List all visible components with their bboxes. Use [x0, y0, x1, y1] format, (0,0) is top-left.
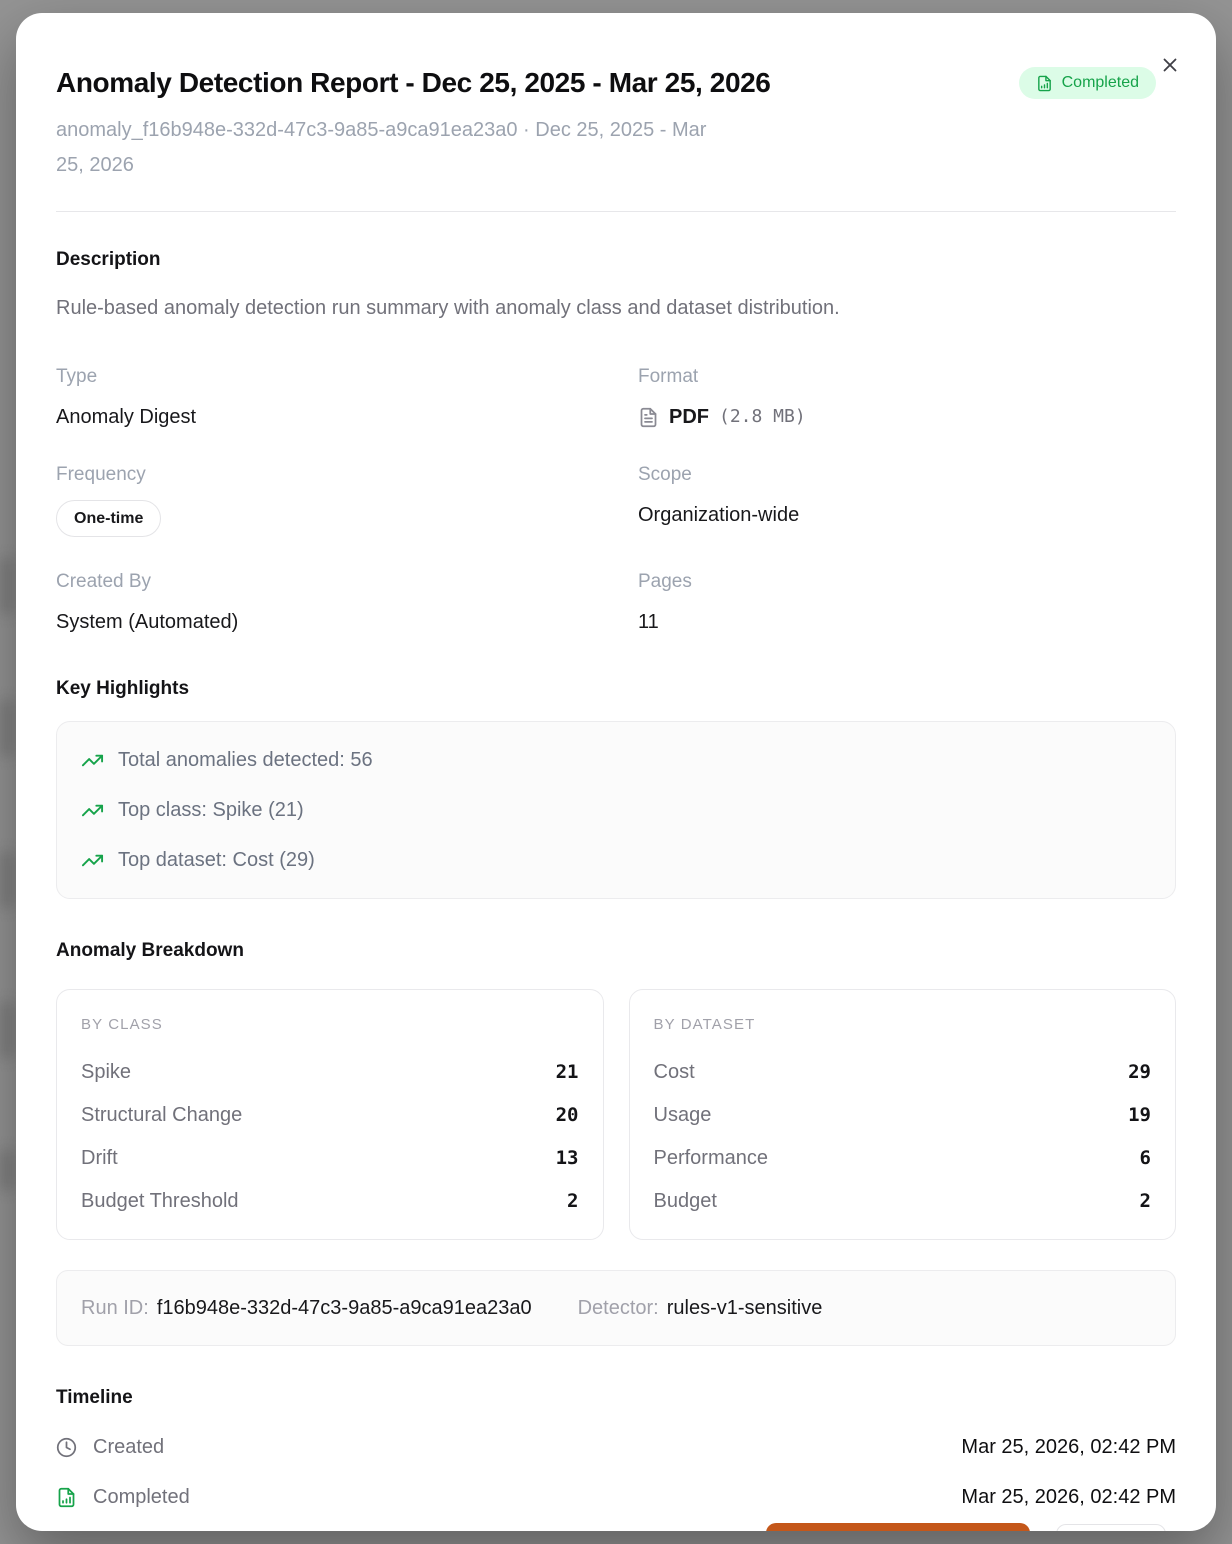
field-pages-label: Pages	[638, 571, 692, 592]
table-row	[654, 1103, 1152, 1127]
timeline-event-value: Mar 25, 2026, 02:42 PM	[961, 1485, 1176, 1508]
header-divider	[56, 211, 1176, 212]
by-dataset-card	[629, 989, 1177, 1240]
table-row	[81, 1060, 579, 1084]
file-chart-icon	[1036, 75, 1053, 92]
row-value: 13	[555, 1147, 579, 1169]
highlight-text: Top dataset: Cost (29)	[118, 849, 315, 871]
file-text-icon	[638, 407, 659, 428]
row-value: 2	[1139, 1190, 1151, 1212]
modal-header	[56, 63, 1176, 183]
field-created-by	[56, 571, 638, 635]
highlight-item	[81, 798, 1151, 822]
timeline-event-value: Mar 25, 2026, 02:42 PM	[961, 1435, 1176, 1458]
field-frequency-label: Frequency	[56, 464, 146, 485]
by-dataset-card-title: BY DATASET	[653, 1016, 756, 1033]
highlight-text: Total anomalies detected: 56	[118, 749, 373, 771]
detector-label: Detector:	[577, 1297, 659, 1319]
status-badge	[1019, 67, 1156, 99]
description-text: Rule-based anomaly detection run summary with anomaly class and dataset distribution.	[56, 297, 840, 319]
table-row	[81, 1146, 579, 1170]
field-type	[56, 366, 638, 430]
row-label: Usage	[653, 1104, 712, 1126]
field-scope	[638, 464, 1176, 537]
breakdown-cards	[56, 989, 1176, 1240]
timeline-rows	[56, 1422, 1176, 1522]
timeline-row-left	[56, 1436, 164, 1459]
row-label: Spike	[81, 1061, 132, 1083]
table-row	[654, 1060, 1152, 1084]
background-content-smudge	[0, 1002, 14, 1058]
background-content-smudge	[0, 700, 14, 756]
by-dataset-rows	[654, 1060, 1152, 1213]
highlight-text: Top class: Spike (21)	[118, 799, 304, 821]
row-value: 19	[1128, 1104, 1151, 1126]
detector-value: rules-v1-sensitive	[666, 1297, 823, 1319]
timeline-heading: Timeline	[56, 1387, 133, 1408]
field-scope-label: Scope	[638, 464, 692, 485]
background-content-smudge	[0, 852, 14, 908]
key-highlights-box	[56, 721, 1176, 899]
by-class-rows	[81, 1060, 579, 1213]
key-highlights-heading: Key Highlights	[56, 678, 190, 699]
run-id-value: f16b948e-332d-47c3-9a85-a9ca91ea23a0	[156, 1297, 532, 1319]
row-label: Budget Threshold	[81, 1190, 239, 1212]
secondary-action-button[interactable]	[1056, 1524, 1166, 1531]
by-class-card	[56, 989, 604, 1240]
clock-icon	[56, 1437, 77, 1458]
page-title: Anomaly Detection Report - Dec 25, 2025 - Mar 25, 2026	[56, 67, 771, 98]
timeline-row-created	[56, 1422, 1176, 1472]
row-value: 21	[555, 1061, 579, 1083]
field-format-value	[638, 404, 1176, 430]
primary-action-button[interactable]	[766, 1523, 1030, 1531]
table-row	[654, 1189, 1152, 1213]
field-created-by-value: System (Automated)	[56, 611, 239, 633]
report-id-subtitle: anomaly_f16b948e-332d-47c3-9a85-a9ca91ea23a0 · Dec 25, 2025 - Mar 25, 2026	[56, 119, 707, 176]
timeline-event-label: Created	[93, 1435, 165, 1458]
table-row	[81, 1189, 579, 1213]
run-info-bar	[56, 1270, 1176, 1346]
row-label: Performance	[653, 1147, 768, 1169]
timeline-row-left	[56, 1486, 190, 1509]
frequency-pill: One-time	[56, 500, 161, 537]
file-chart-icon	[56, 1487, 77, 1508]
detector-group	[578, 1296, 823, 1320]
status-badge-label: Completed	[1061, 74, 1139, 91]
field-pages-value: 11	[638, 611, 659, 633]
report-detail-modal	[16, 13, 1216, 1531]
field-pages	[638, 571, 1176, 635]
row-label: Budget	[653, 1190, 717, 1212]
field-created-by-label: Created By	[56, 571, 152, 592]
format-file-size: (2.8 MB)	[719, 406, 806, 427]
timeline-row-completed	[56, 1472, 1176, 1522]
trending-up-icon	[81, 799, 104, 822]
format-type-text: PDF	[669, 406, 709, 428]
row-value: 29	[1128, 1061, 1151, 1083]
highlight-item	[81, 748, 1151, 772]
field-type-value: Anomaly Digest	[56, 406, 197, 428]
header-text-block	[56, 63, 996, 183]
field-format	[638, 366, 1176, 430]
field-format-label: Format	[638, 366, 699, 387]
run-id-label: Run ID:	[81, 1297, 149, 1319]
background-content-smudge	[0, 558, 14, 614]
table-row	[81, 1103, 579, 1127]
table-row	[654, 1146, 1152, 1170]
row-label: Structural Change	[81, 1104, 243, 1126]
field-type-label: Type	[56, 366, 98, 387]
anomaly-breakdown-heading: Anomaly Breakdown	[56, 940, 244, 961]
metadata-fields-grid	[56, 366, 1176, 635]
trending-up-icon	[81, 749, 104, 772]
run-id-group	[81, 1296, 532, 1320]
background-content-smudge	[0, 1150, 14, 1190]
row-value: 6	[1139, 1147, 1151, 1169]
row-value: 20	[555, 1104, 579, 1126]
description-heading: Description	[56, 249, 161, 270]
highlight-item	[81, 848, 1151, 872]
timeline-event-label: Completed	[93, 1485, 190, 1508]
by-class-card-title: BY CLASS	[81, 1016, 163, 1033]
row-label: Drift	[81, 1147, 118, 1169]
field-scope-value: Organization-wide	[638, 504, 800, 526]
field-frequency	[56, 464, 638, 537]
row-value: 2	[567, 1190, 579, 1212]
row-label: Cost	[653, 1061, 695, 1083]
trending-up-icon	[81, 849, 104, 872]
